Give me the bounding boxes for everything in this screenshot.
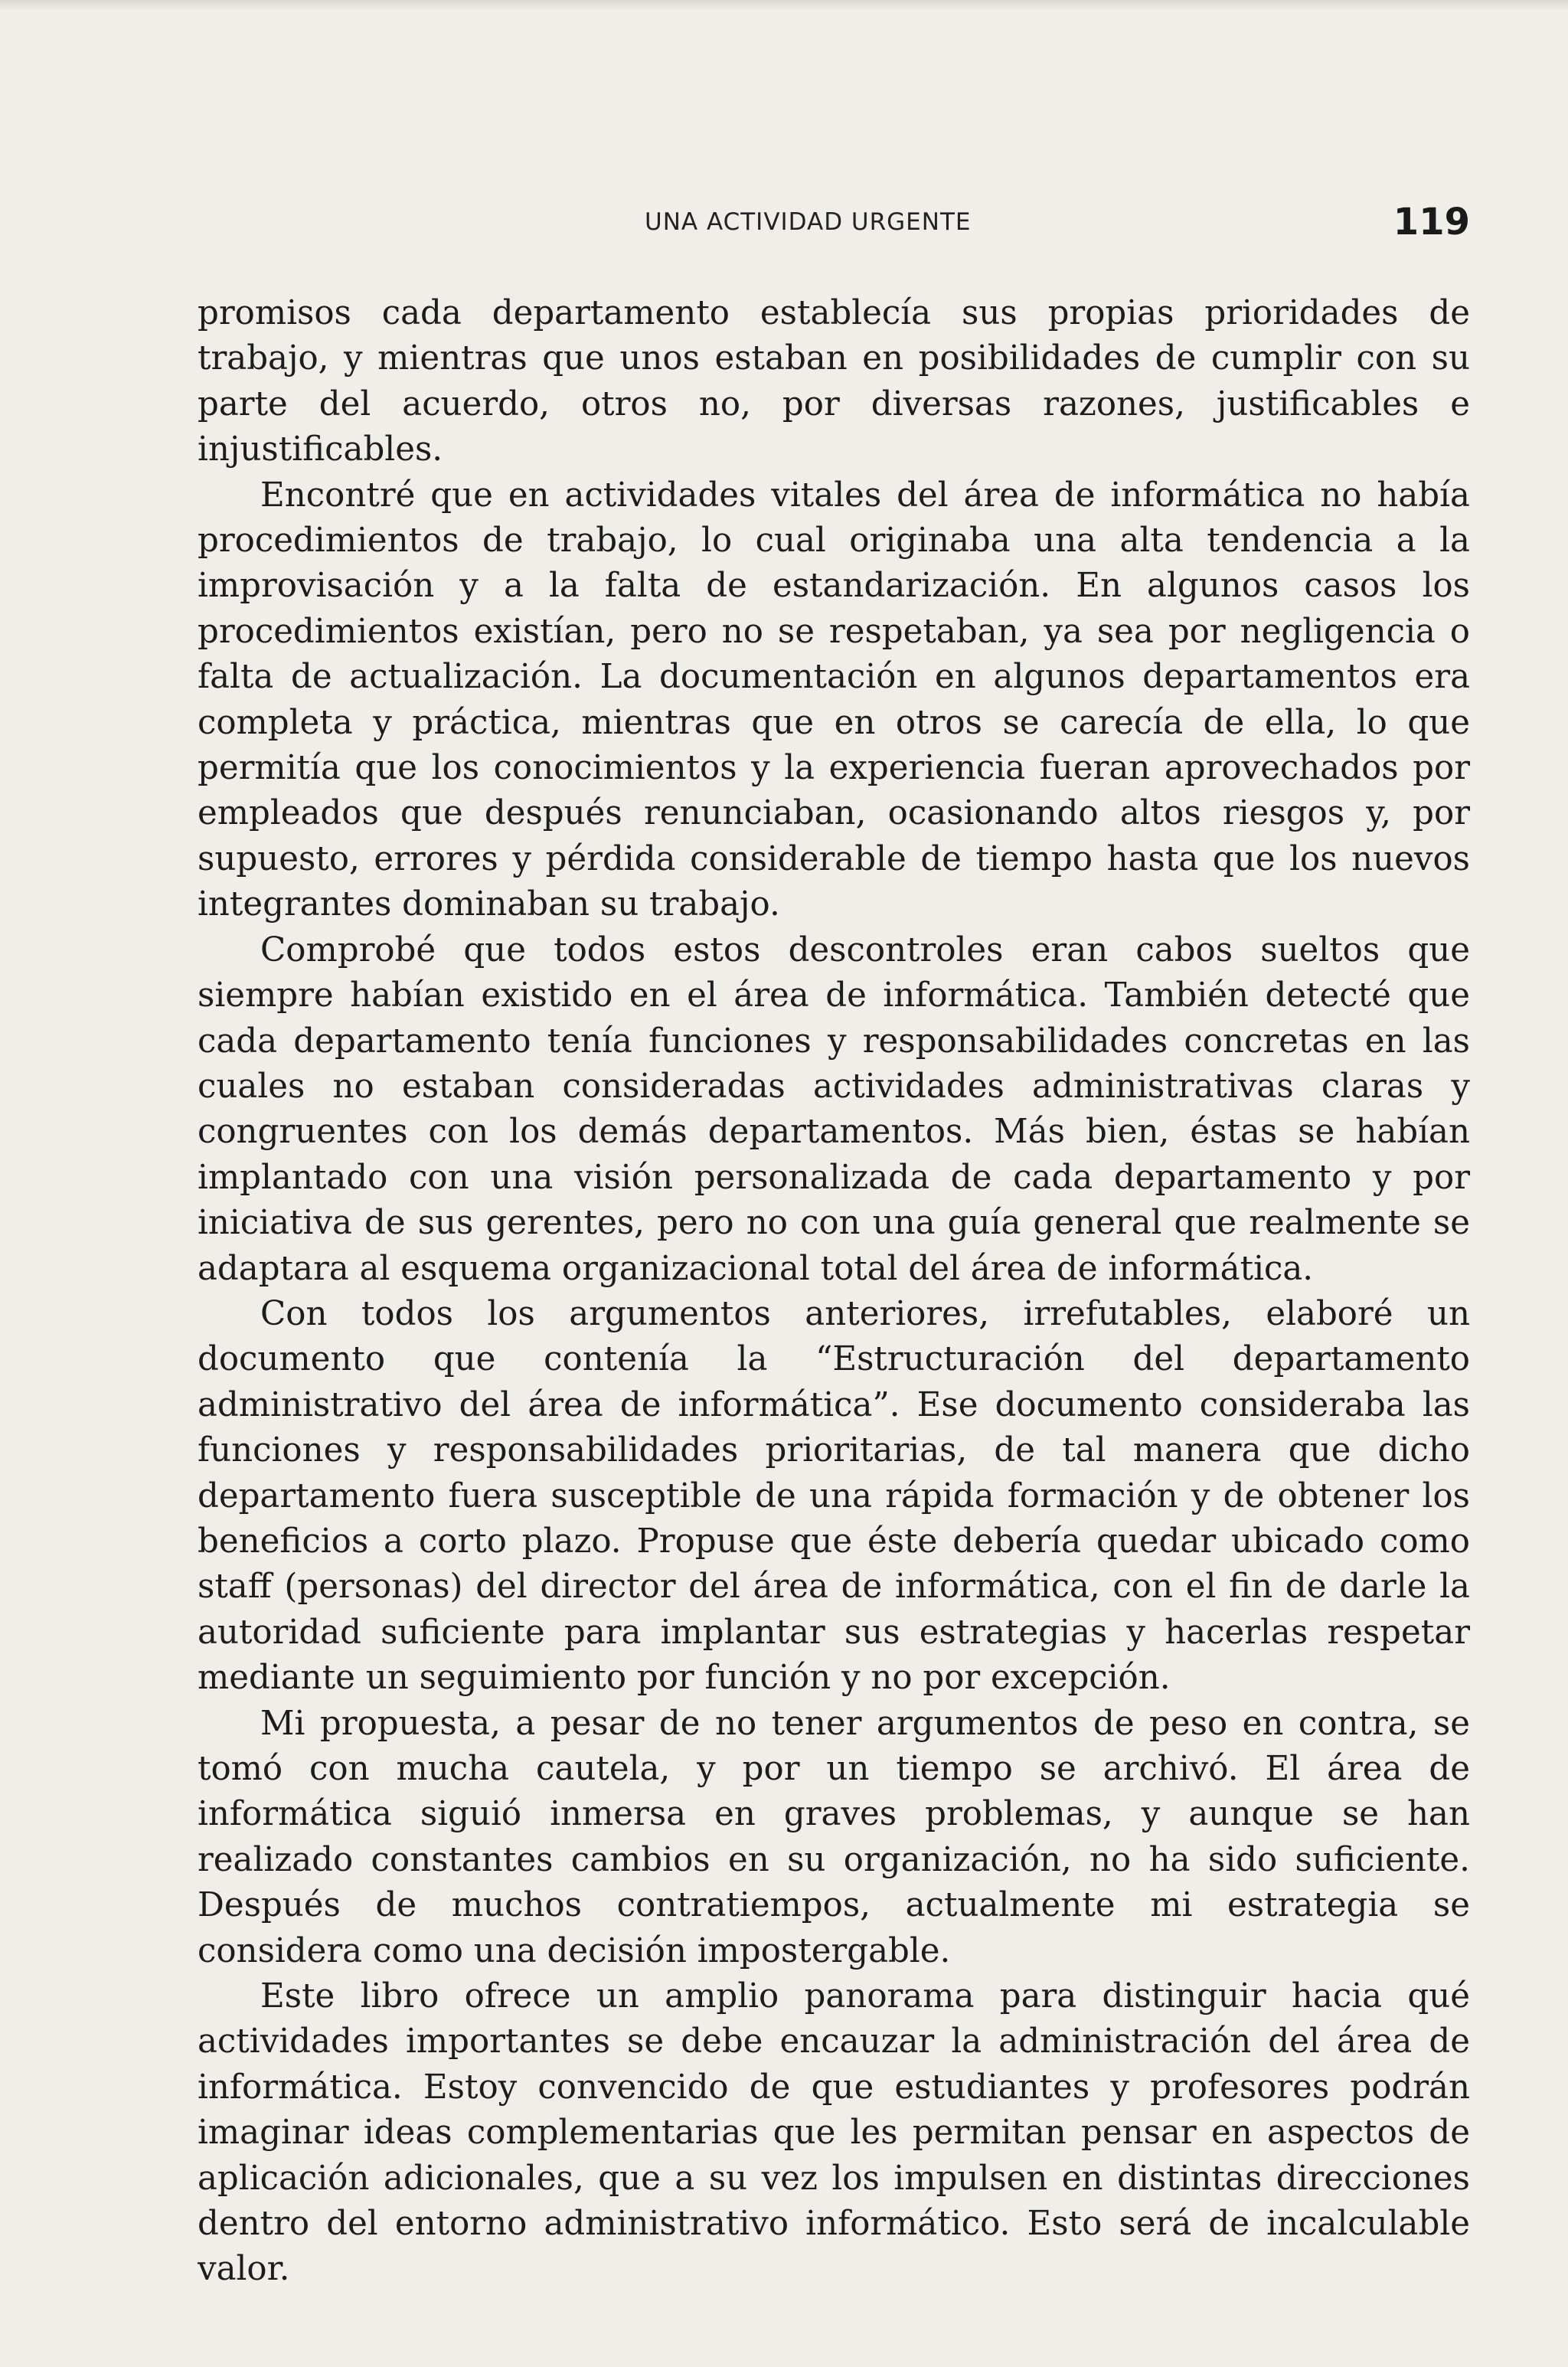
paragraph-1: promisos cada departamento establecía sus propias prioridades de trabajo, y mientras que unos estaban en posibilidades de cumplir con su parte del acuerdo, otros no, por diversas razones, justificables e injustificables. — [198, 294, 1470, 469]
paragraph-4: Con todos los argumentos anteriores, irrefutables, elaboré un documento que contenía la “Estructuración del departamento administrativo del área de informática”. Ese documento consideraba las funciones y responsabilidades prioritarias, de tal manera que dicho departamento fuera susceptible de una rápida formación y de obtener los beneficios a corto plazo. Propuse que éste debería quedar ubicado como staff (personas) del director del área de informática, con el fin de darle la autoridad suficiente para implantar sus estrategias y hacerlas respetar mediante un seguimiento por función y no por excepción. — [198, 1294, 1470, 1698]
paragraph-5: Mi propuesta, a pesar de no tener argumentos de peso en contra, se tomó con mucha cautela, y por un tiempo se archivó. El área de informática siguió inmersa en graves problemas, y aunque se han realizado constantes cambios en su organización, no ha sido suficiente. Después de muchos contratiempos, actualmente mi estrategia se considera como una decisión impostergable. — [198, 1704, 1470, 1970]
paragraph-3: Comprobé que todos estos descontroles eran cabos sueltos que siempre habían existido en el área de informática. También detecté que cada departamento tenía funciones y responsabilidades concretas en las cuales no estaban consideradas actividades administrativas claras y congruentes con los demás departamentos. Más bien, éstas se habían implantado con una visión personalizada de cada departamento y por iniciativa de sus gerentes, pero no con una guía general que realmente se adaptara al esquema organizacional total del área de informática. — [198, 930, 1470, 1288]
page-number: 119 — [1393, 201, 1470, 244]
scan-edge — [0, 0, 1568, 11]
running-head: UNA ACTIVIDAD URGENTE — [645, 208, 972, 236]
paragraph-2: Encontré que en actividades vitales del área de informática no había procedimientos de trabajo, lo cual originaba una alta tendencia a la improvisación y a la falta de estandarización. En algunos casos los procedimientos existían, pero no se respetaban, ya sea por negligencia o falta de actualización. La documentación en algunos departamentos era completa y práctica, mientras que en otros se carecía de ella, lo que permitía que los conocimientos y la experiencia fueran aprovechados por empleados que después renunciaban, ocasionando altos riesgos y, por supuesto, errores y pérdida considerable de tiempo hasta que los nuevos integrantes dominaban su trabajo. — [198, 476, 1470, 924]
body-text — [198, 291, 1470, 2293]
paragraph-6: Este libro ofrece un amplio panorama para distinguir hacia qué actividades importantes se debe encauzar la administración del área de informática. Estoy convencido de que estudiantes y profesores podrán imaginar ideas complementarias que les permitan pensar en aspectos de aplicación adicionales, que a su vez los impulsen en distintas direcciones dentro del entorno administrativo informático. Esto será de incalculable valor. — [198, 1977, 1470, 2289]
page-header — [199, 201, 1470, 247]
